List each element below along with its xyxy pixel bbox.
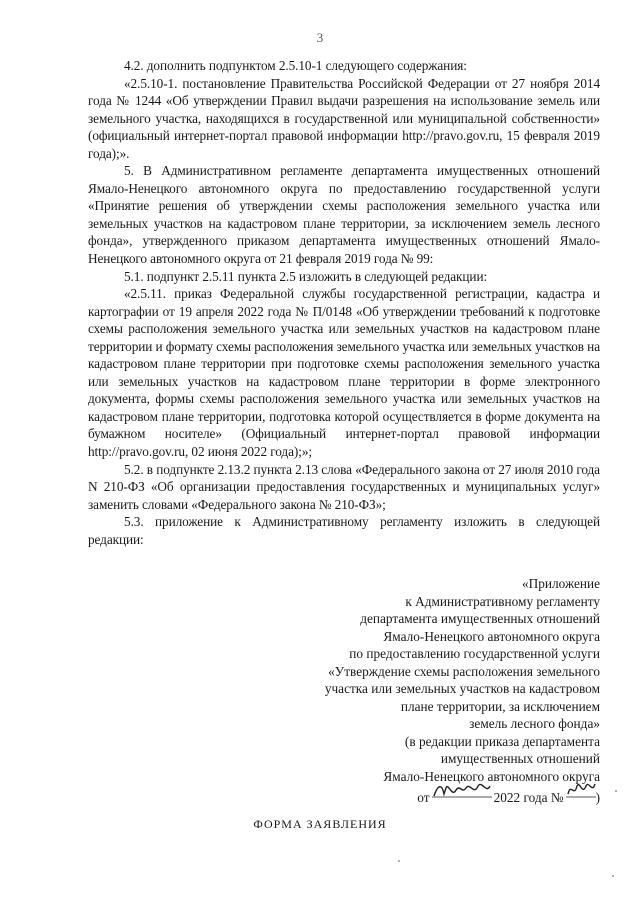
appendix-line: земель лесного фонда» bbox=[469, 716, 600, 732]
appendix-line: департамента имущественных отношений bbox=[360, 611, 600, 627]
appendix-header bbox=[240, 575, 600, 806]
paragraph: 5.3. приложение к Административному регламенту изложить в следующей редакции: bbox=[88, 514, 600, 547]
appendix-line: имущественных отношений bbox=[440, 751, 600, 767]
appendix-line: «Приложение bbox=[521, 576, 600, 591]
appendix-line: «Утверждение схемы расположения земельного bbox=[328, 663, 600, 679]
scan-speck bbox=[615, 790, 617, 792]
paragraph: 5.1. подпункт 2.5.11 пункта 2.5 изложить в следующей редакции: bbox=[124, 268, 488, 284]
appendix-line: плане территории, за исключением bbox=[400, 698, 600, 714]
appendix-line: (в редакции приказа департамента bbox=[404, 733, 600, 749]
appendix-line: Ямало-Ненецкого автономного округа bbox=[383, 769, 600, 785]
appendix-date-line bbox=[240, 786, 600, 807]
paragraph: 5.2. в подпункте 2.13.2 пункта 2.13 слова «Федерального закона от 27 июля 2010 года N 210-ФЗ «Об организации предоставления государственных и муниципальных услуг» заменить словами «Федерального закона № 210-ФЗ»; bbox=[88, 461, 600, 512]
handwritten-number bbox=[566, 786, 596, 802]
appendix-line: Ямало-Ненецкого автономного округа bbox=[383, 628, 600, 644]
paragraph: «2.5.11. приказ Федеральной службы государственной регистрации, кадастра и картографии от 19 апреля 2022 года № П/0148 «Об утверждении требований к подготовке схемы расположения земельного участка или земельных участков на кадастровом плане территории и формату схемы расположения земельного участка или земельных участков на кадастровом плане территории при подготовке схемы расположения земельного участка или земельных участков на кадастровом плане территории в форме электронного документа, формы схемы расположения земельного участка или земельных участков на кадастровом плане территории, подготовка которой осуществляется в форме документа на бумажном носителе» (Официальный интернет-портал правовой информации http://pravo.gov.ru, 02 июня 2022 года);»; bbox=[88, 286, 600, 460]
appendix-line: участка или земельных участков на кадастровом bbox=[324, 681, 600, 697]
handwritten-date bbox=[432, 786, 492, 802]
date-suffix: 2022 года № bbox=[493, 789, 564, 805]
appendix-line: к Административному регламенту bbox=[405, 593, 600, 609]
paragraph: 5. В Административном регламенте департамента имущественных отношений Ямало-Ненецкого автономного округа по предоставлению государственной услуги «Принятие решения об утверждении схемы расположения земельного участка или земельных участков на кадастровом плане территории, за исключением земель лесного фонда», утвержденного приказом департамента имущественных отношений Ямало-Ненецкого автономного округа от 21 февраля 2019 года № 99: bbox=[88, 163, 600, 267]
body-text bbox=[88, 57, 600, 548]
appendix-line: по предоставлению государственной услуги bbox=[349, 646, 600, 662]
page-number: 3 bbox=[316, 30, 324, 45]
date-prefix: от bbox=[417, 789, 430, 805]
paragraph: 4.2. дополнить подпунктом 2.5.10-1 следующего содержания: bbox=[124, 58, 467, 73]
form-title: ФОРМА ЗАЯВЛЕНИЯ bbox=[253, 817, 387, 831]
scan-speck bbox=[398, 860, 400, 862]
paragraph: «2.5.10-1. постановление Правительства Российской Федерации от 27 ноября 2014 года № 1244 «Об утверждении Правил выдачи разрешения на использование земель или земельного участка, находящихся в государственной или муниципальной собственности» (официальный интернет-портал правовой информации http://pravo.gov.ru, 15 февраля 2019 года);». bbox=[88, 75, 600, 161]
scan-speck bbox=[612, 875, 614, 877]
closing-paren: ) bbox=[595, 789, 600, 805]
